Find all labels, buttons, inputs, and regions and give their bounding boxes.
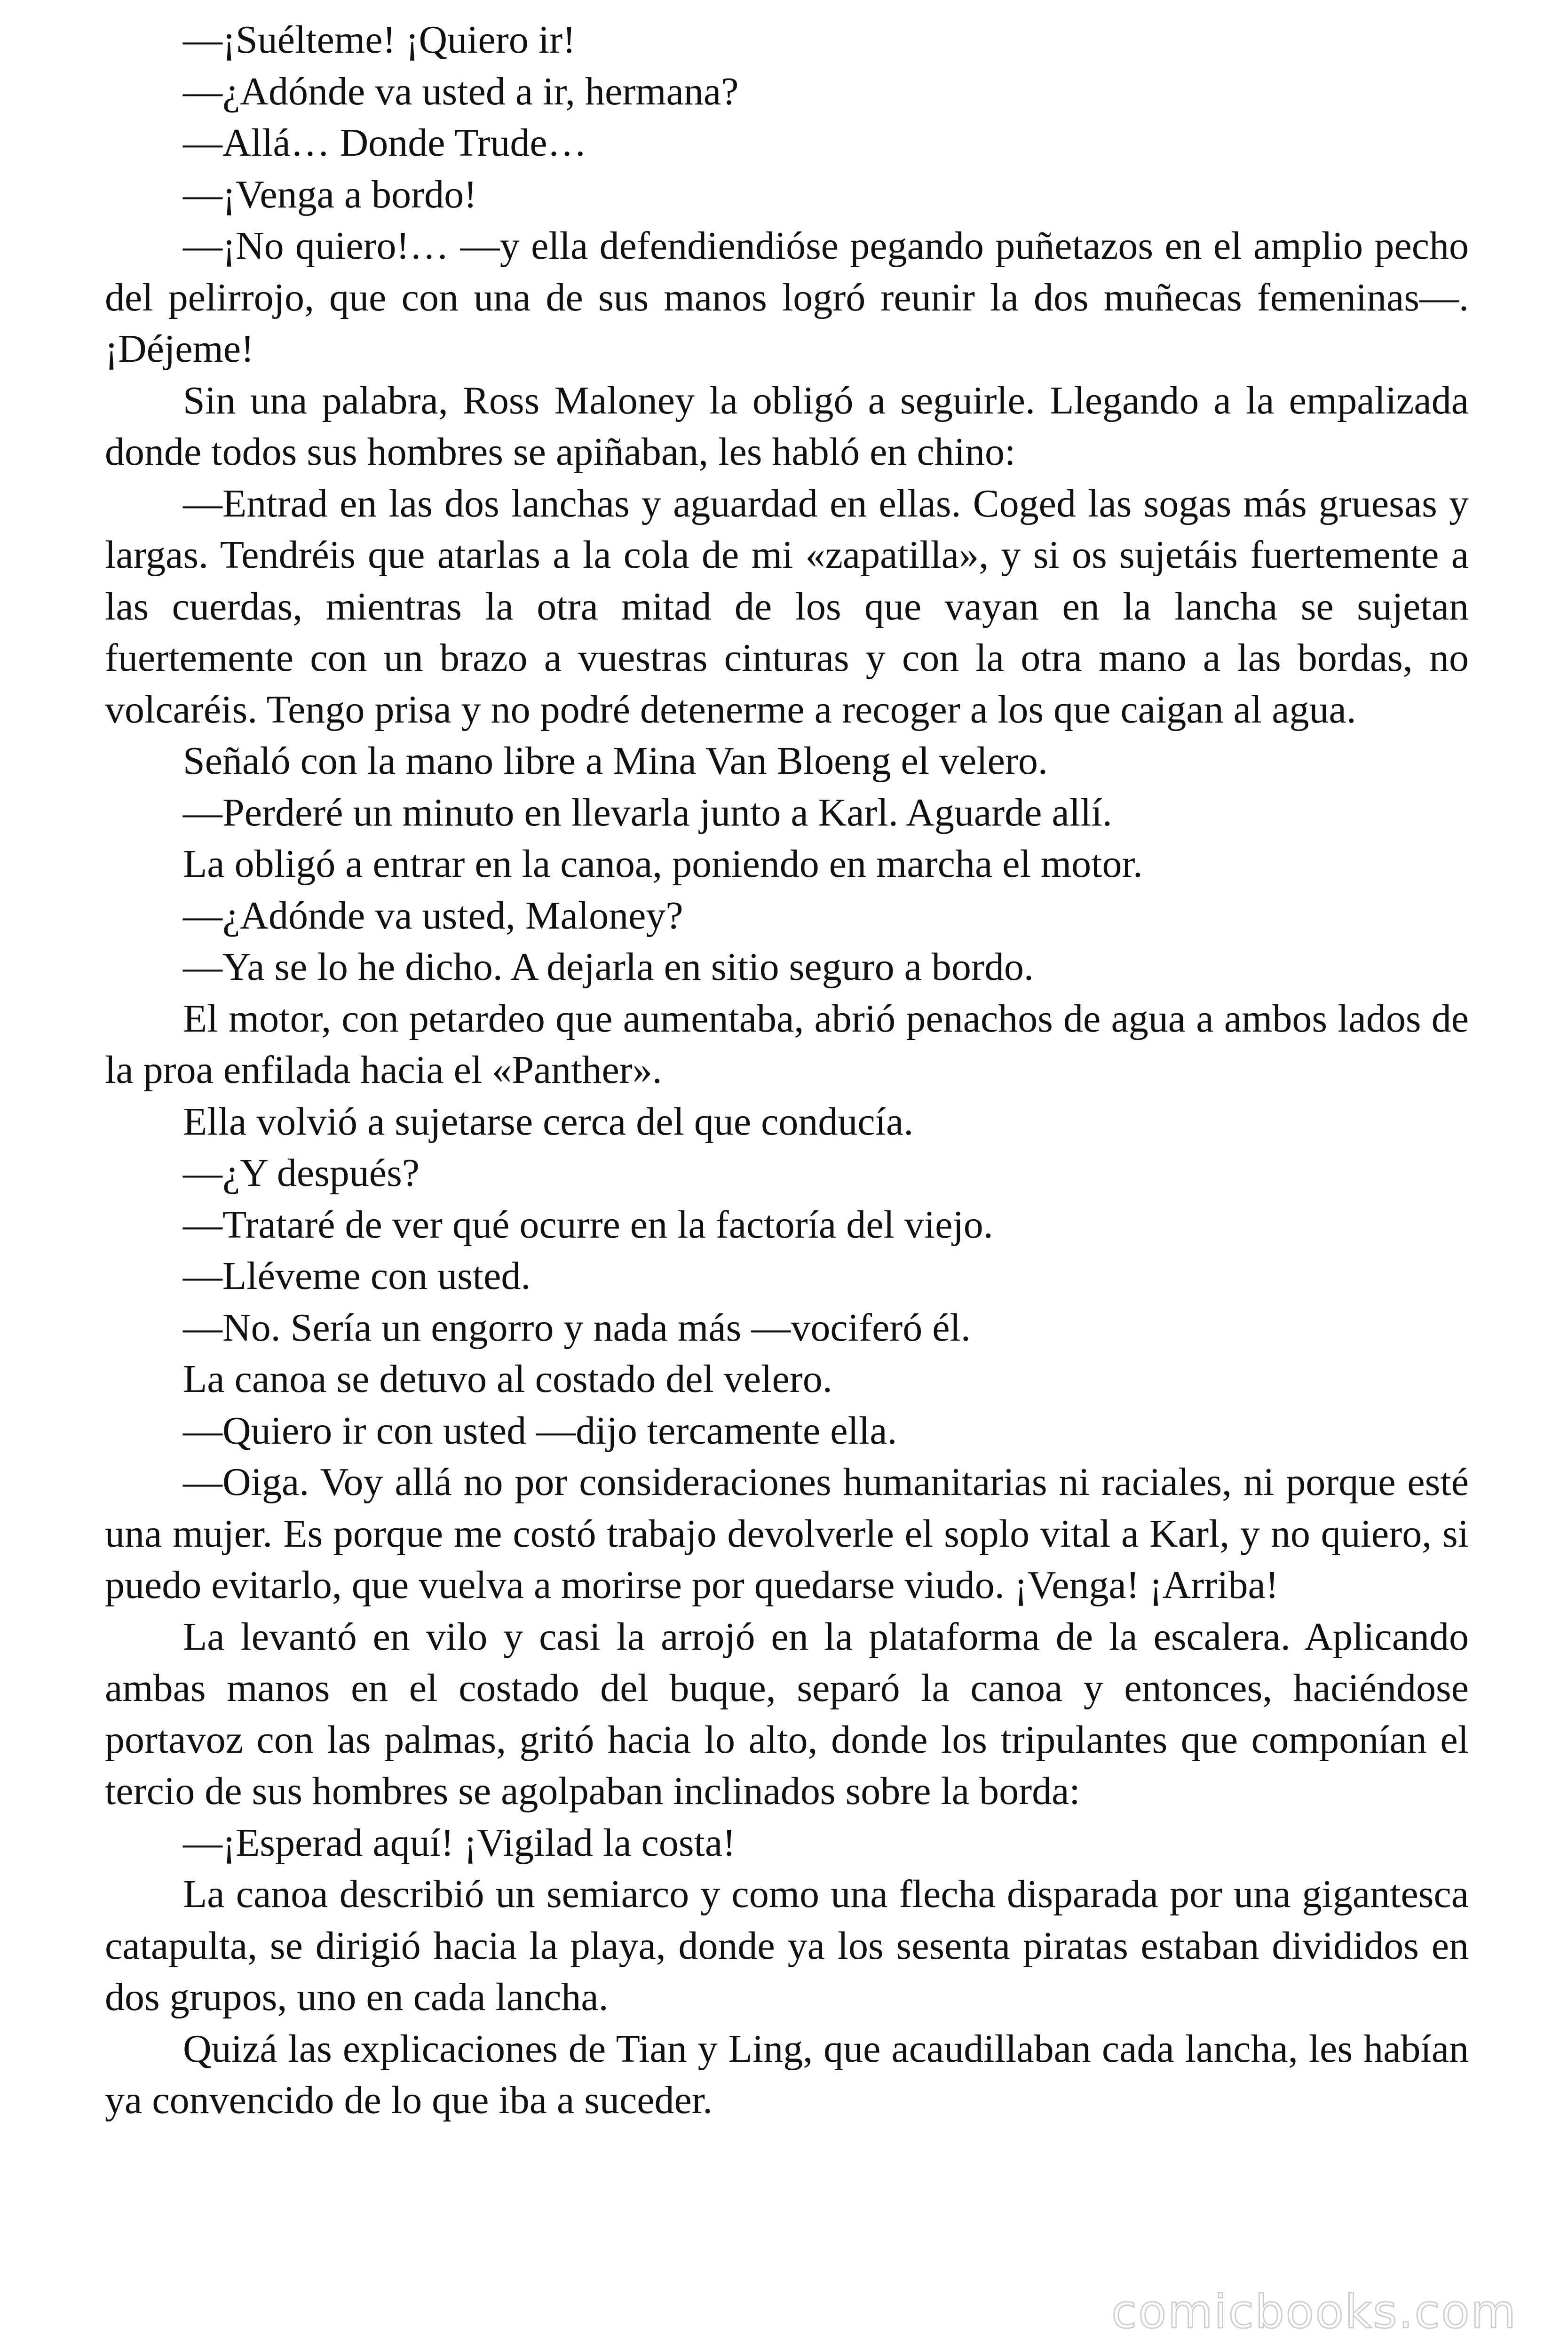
page-body xyxy=(105,14,1469,2126)
paragraph: —Entrad en las dos lanchas y aguardad en ellas. Coged las sogas más gruesas y largas. Tendréis que atarlas a la cola de mi «zapatilla», y si os sujetáis fuertemente a las cuerdas, mientras la otra mitad de los que vayan en la lancha se sujetan fuertemente con un brazo a vuestras cinturas y con la otra mano a las bordas, no volcaréis. Tengo prisa y no podré detenerme a recoger a los que caigan al agua. xyxy=(105,481,1469,731)
paragraph: —¿Adónde va usted, Maloney? xyxy=(183,893,683,938)
paragraph: —No. Sería un engorro y nada más —vociferó él. xyxy=(183,1305,971,1350)
paragraph: La levantó en vilo y casi la arrojó en la plataforma de la escalera. Aplicando ambas manos en el costado del buque, separó la canoa y entonces, haciéndose portavoz con las palmas, gritó hacia lo alto, donde los tripulantes que componían el tercio de sus hombres se agolpaban inclinados sobre la borda: xyxy=(105,1614,1469,1813)
paragraph: Ella volvió a sujetarse cerca del que conducía. xyxy=(183,1099,914,1144)
paragraph: —Lléveme con usted. xyxy=(183,1254,531,1298)
paragraph: La canoa se detuvo al costado del velero. xyxy=(183,1357,832,1401)
paragraph: —Trataré de ver qué ocurre en la factoría del viejo. xyxy=(183,1202,993,1247)
paragraph: La obligó a entrar en la canoa, poniendo en marcha el motor. xyxy=(183,842,1143,886)
paragraph: —Ya se lo he dicho. A dejarla en sitio seguro a bordo. xyxy=(183,945,1034,989)
paragraph: —Allá… Donde Trude… xyxy=(183,121,587,165)
paragraph: Señaló con la mano libre a Mina Van Bloeng el velero. xyxy=(183,739,1048,783)
paragraph: Quizá las explicaciones de Tian y Ling, que acaudillaban cada lancha, les habían ya convencido de lo que iba a suceder. xyxy=(105,2026,1469,2122)
paragraph: Sin una palabra, Ross Maloney la obligó a seguirle. Llegando a la empalizada donde todos sus hombres se apiñaban, les habló en chino: xyxy=(105,378,1469,474)
paragraph: —¡Venga a bordo! xyxy=(183,172,477,216)
paragraph: —¿Y después? xyxy=(183,1151,420,1195)
paragraph: —Perderé un minuto en llevarla junto a Karl. Aguarde allí. xyxy=(183,790,1112,834)
paragraph: La canoa describió un semiarco y como una flecha disparada por una gigantesca catapulta, se dirigió hacia la playa, donde ya los sesenta piratas estaban divididos en dos grupos, uno en cada lancha. xyxy=(105,1872,1469,2019)
paragraph: —¡No quiero!… —y ella defendiendióse pegando puñetazos en el amplio pecho del pelirrojo, que con una de sus manos logró reunir la dos muñecas femeninas—. ¡Déjeme! xyxy=(105,224,1469,371)
watermark: comicbooks.com xyxy=(1111,2285,1517,2339)
paragraph: —¡Esperad aquí! ¡Vigilad la costa! xyxy=(183,1820,736,1865)
paragraph: —¡Suélteme! ¡Quiero ir! xyxy=(183,18,576,62)
paragraph: —Quiero ir con usted —dijo tercamente ella. xyxy=(183,1408,897,1453)
paragraph: —Oiga. Voy allá no por consideraciones humanitarias ni raciales, ni porque esté una mujer. Es porque me costó trabajo devolverle el soplo vital a Karl, y no quiero, si puedo evitarlo, que vuelva a morirse por quedarse viudo. ¡Venga! ¡Arriba! xyxy=(105,1460,1469,1607)
paragraph: —¿Adónde va usted a ir, hermana? xyxy=(183,69,739,113)
paragraph: El motor, con petardeo que aumentaba, abrió penachos de agua a ambos lados de la proa enfilada hacia el «Panther». xyxy=(105,996,1469,1092)
